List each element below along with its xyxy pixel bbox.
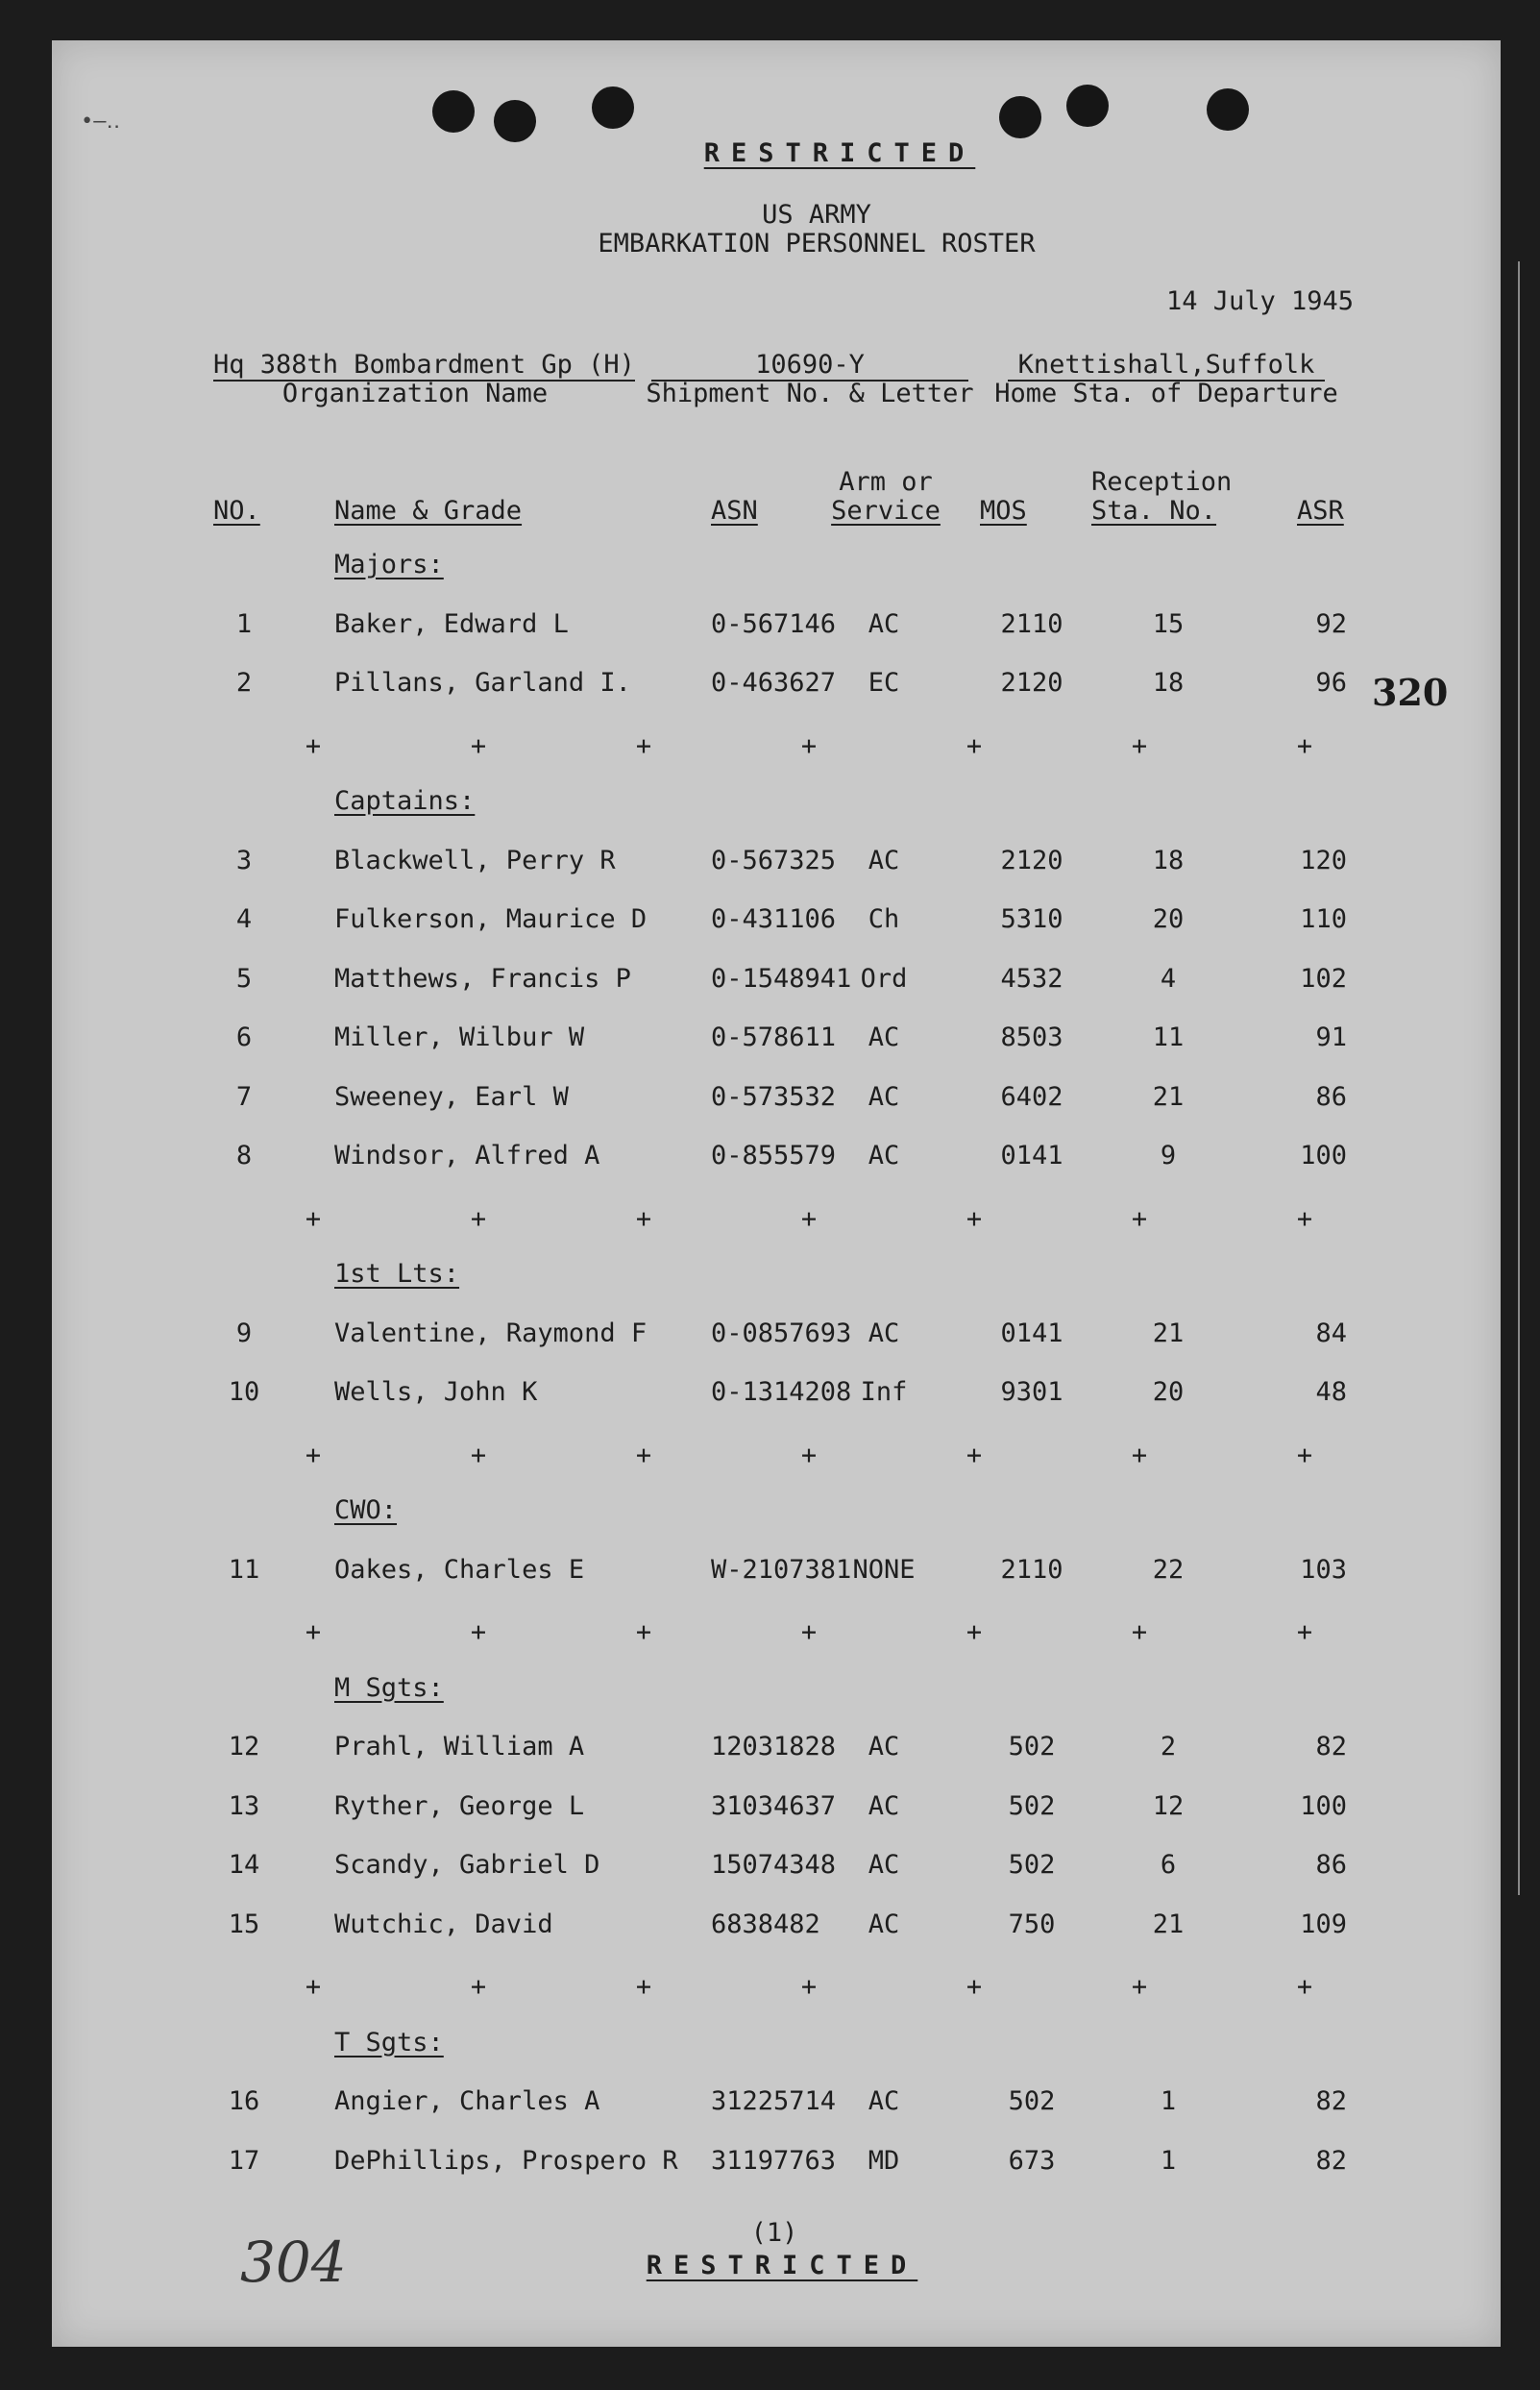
- row-asr: 86: [1315, 1850, 1347, 1880]
- column-header-asn: ASN: [711, 496, 758, 526]
- punch-hole: [432, 90, 475, 133]
- row-arm-service: AC: [868, 1909, 900, 1939]
- row-asn: 0-855579: [711, 1141, 837, 1170]
- row-arm-service: AC: [868, 1318, 900, 1348]
- row-reception-station: 9: [1160, 1141, 1177, 1170]
- stamped-page-number: 320: [1372, 671, 1449, 714]
- separator-mark: +: [635, 1440, 652, 1470]
- row-reception-station: 1: [1160, 2145, 1177, 2176]
- column-header-asr: ASR: [1297, 496, 1344, 526]
- separator-mark: +: [1296, 1617, 1313, 1647]
- separator-mark: +: [470, 730, 487, 761]
- row-asn: 31197763: [711, 2145, 837, 2176]
- column-header-name: Name & Grade: [334, 496, 523, 526]
- row-no: 4: [235, 904, 253, 934]
- row-asr: 82: [1315, 1732, 1347, 1762]
- section-heading: T Sgts:: [334, 2027, 444, 2057]
- row-mos: 6402: [1000, 1081, 1063, 1112]
- separator-mark: +: [1296, 730, 1313, 761]
- separator-mark: +: [966, 1440, 983, 1470]
- row-reception-station: 6: [1160, 1850, 1177, 1880]
- row-asn: 12031828: [711, 1732, 837, 1762]
- row-mos: 2120: [1000, 668, 1063, 698]
- separator-mark: +: [470, 1617, 487, 1647]
- row-mos: 502: [1008, 2086, 1056, 2116]
- row-mos: 0141: [1000, 1318, 1063, 1348]
- punch-hole: [592, 86, 634, 129]
- column-header-reception-top: Reception: [1091, 467, 1233, 497]
- row-asn: 0-1548941: [711, 963, 852, 994]
- row-arm-service: AC: [868, 1141, 900, 1170]
- separator-mark: +: [966, 1972, 983, 2002]
- row-name-grade: Windsor, Alfred A: [334, 1141, 600, 1170]
- separator-mark: +: [635, 1617, 652, 1647]
- document-page: [52, 40, 1501, 2347]
- row-asr: 100: [1300, 1790, 1347, 1821]
- row-arm-service: AC: [868, 845, 900, 875]
- column-header-no: NO.: [213, 496, 260, 526]
- section-heading: CWO:: [334, 1495, 398, 1525]
- row-arm-service: EC: [868, 668, 900, 698]
- separator-mark: +: [635, 730, 652, 761]
- row-name-grade: Wells, John K: [334, 1377, 538, 1407]
- row-asr: 120: [1300, 845, 1347, 875]
- separator-mark: +: [800, 1617, 818, 1647]
- section-heading: Captains:: [334, 786, 476, 816]
- row-reception-station: 1: [1160, 2086, 1177, 2116]
- row-reception-station: 20: [1152, 1377, 1185, 1407]
- separator-mark: +: [800, 730, 818, 761]
- row-asn: 31034637: [711, 1790, 837, 1821]
- organization-value: Hq 388th Bombardment Gp (H): [213, 350, 635, 380]
- row-arm-service: AC: [868, 1732, 900, 1762]
- row-name-grade: Fulkerson, Maurice D: [334, 904, 648, 934]
- separator-mark: +: [305, 730, 322, 761]
- row-no: 17: [228, 2145, 260, 2176]
- separator-mark: +: [305, 1972, 322, 2002]
- row-asr: 109: [1300, 1909, 1347, 1939]
- separator-mark: +: [800, 1972, 818, 2002]
- separator-mark: +: [470, 1972, 487, 2002]
- row-mos: 0141: [1000, 1141, 1063, 1170]
- row-name-grade: Pillans, Garland I.: [334, 668, 631, 698]
- separator-mark: +: [305, 1203, 322, 1234]
- edge-line: [1518, 261, 1520, 1895]
- row-reception-station: 20: [1152, 904, 1185, 934]
- row-asr: 103: [1300, 1554, 1347, 1585]
- row-mos: 502: [1008, 1790, 1056, 1821]
- row-asn: 0-567146: [711, 608, 837, 639]
- row-asr: 92: [1315, 608, 1347, 639]
- row-asr: 86: [1315, 1081, 1347, 1112]
- column-header-reception-bottom: Sta. No.: [1091, 496, 1217, 526]
- row-reception-station: 21: [1152, 1909, 1185, 1939]
- row-reception-station: 12: [1152, 1790, 1185, 1821]
- row-no: 15: [228, 1909, 260, 1939]
- row-arm-service: Inf: [860, 1377, 908, 1407]
- row-asr: 96: [1315, 668, 1347, 698]
- row-asn: 0-578611: [711, 1023, 837, 1052]
- shipment-value: 10690-Y: [651, 350, 968, 382]
- section-heading: 1st Lts:: [334, 1259, 460, 1289]
- row-mos: 8503: [1000, 1023, 1063, 1052]
- row-reception-station: 18: [1152, 845, 1185, 875]
- separator-mark: +: [470, 1440, 487, 1470]
- row-name-grade: Sweeney, Earl W: [334, 1081, 569, 1112]
- station-value: Knettishall,Suffolk: [1008, 350, 1325, 382]
- column-header-arm-top: Arm or: [839, 467, 933, 497]
- row-no: 10: [228, 1377, 260, 1407]
- punch-hole: [1207, 88, 1249, 131]
- separator-mark: +: [470, 1203, 487, 1234]
- column-header-mos: MOS: [980, 496, 1027, 526]
- separator-mark: +: [1296, 1440, 1313, 1470]
- row-asn: 31225714: [711, 2086, 837, 2116]
- station-label: Home Sta. of Departure: [994, 379, 1338, 408]
- punch-hole: [494, 100, 536, 142]
- row-mos: 502: [1008, 1850, 1056, 1880]
- page-number: (1): [750, 2218, 798, 2248]
- separator-mark: +: [966, 1203, 983, 1234]
- row-no: 7: [235, 1081, 253, 1112]
- row-reception-station: 21: [1152, 1081, 1185, 1112]
- row-reception-station: 15: [1152, 608, 1185, 639]
- restricted-footer: RESTRICTED: [646, 2251, 918, 2280]
- separator-mark: +: [1131, 730, 1148, 761]
- separator-mark: +: [1131, 1617, 1148, 1647]
- row-name-grade: Wutchic, David: [334, 1909, 553, 1939]
- separator-mark: +: [305, 1617, 322, 1647]
- row-name-grade: Matthews, Francis P: [334, 963, 631, 994]
- row-asn: 0-573532: [711, 1081, 837, 1112]
- row-arm-service: AC: [868, 1081, 900, 1112]
- row-asn: 6838482: [711, 1909, 820, 1939]
- row-reception-station: 21: [1152, 1318, 1185, 1348]
- row-arm-service: AC: [868, 1790, 900, 1821]
- header-line-2: EMBARKATION PERSONNEL ROSTER: [598, 229, 1036, 259]
- row-name-grade: Ryther, George L: [334, 1790, 585, 1821]
- row-asn: 0-1314208: [711, 1377, 852, 1407]
- row-asn: 0-463627: [711, 668, 837, 698]
- row-asn: 0-0857693: [711, 1318, 852, 1348]
- section-heading: M Sgts:: [334, 1672, 444, 1703]
- row-asr: 82: [1315, 2086, 1347, 2116]
- punch-hole: [999, 96, 1041, 138]
- row-no: 3: [235, 845, 253, 875]
- row-reception-station: 2: [1160, 1732, 1177, 1762]
- row-name-grade: Baker, Edward L: [334, 608, 569, 639]
- restricted-header: RESTRICTED: [703, 138, 976, 168]
- row-name-grade: Blackwell, Perry R: [334, 845, 616, 875]
- row-reception-station: 22: [1152, 1554, 1185, 1585]
- row-arm-service: AC: [868, 608, 900, 639]
- row-name-grade: Prahl, William A: [334, 1732, 585, 1762]
- row-mos: 5310: [1000, 904, 1063, 934]
- row-mos: 673: [1008, 2145, 1056, 2176]
- shipment-label: Shipment No. & Letter: [646, 379, 974, 408]
- separator-mark: +: [966, 1617, 983, 1647]
- row-reception-station: 18: [1152, 668, 1185, 698]
- row-mos: 502: [1008, 1732, 1056, 1762]
- row-arm-service: AC: [868, 2086, 900, 2116]
- row-mos: 2110: [1000, 608, 1063, 639]
- section-heading: Majors:: [334, 550, 444, 579]
- separator-mark: +: [1131, 1440, 1148, 1470]
- separator-mark: +: [305, 1440, 322, 1470]
- row-mos: 2110: [1000, 1554, 1063, 1585]
- margin-mark: •—․․: [81, 110, 121, 134]
- row-no: 12: [228, 1732, 260, 1762]
- row-arm-service: AC: [868, 1850, 900, 1880]
- separator-mark: +: [635, 1972, 652, 2002]
- separator-mark: +: [1296, 1972, 1313, 2002]
- row-asr: 110: [1300, 904, 1347, 934]
- row-name-grade: Valentine, Raymond F: [334, 1318, 648, 1348]
- separator-mark: +: [800, 1203, 818, 1234]
- row-no: 9: [235, 1318, 253, 1348]
- separator-mark: +: [1131, 1972, 1148, 2002]
- row-asn: 0-431106: [711, 904, 837, 934]
- row-name-grade: DePhillips, Prospero R: [334, 2145, 678, 2176]
- organization-label: Organization Name: [281, 379, 549, 408]
- row-arm-service: Ord: [860, 963, 908, 994]
- separator-mark: +: [966, 730, 983, 761]
- row-mos: 750: [1008, 1909, 1056, 1939]
- row-asr: 82: [1315, 2145, 1347, 2176]
- row-arm-service: MD: [868, 2145, 900, 2176]
- column-header-arm-bottom: Service: [831, 496, 941, 526]
- row-asr: 84: [1315, 1318, 1347, 1348]
- row-mos: 2120: [1000, 845, 1063, 875]
- row-arm-service: AC: [868, 1023, 900, 1052]
- row-asn: W-2107381: [711, 1554, 852, 1585]
- row-reception-station: 4: [1160, 963, 1177, 994]
- row-name-grade: Oakes, Charles E: [334, 1554, 585, 1585]
- punch-hole: [1066, 85, 1109, 127]
- row-no: 2: [235, 668, 253, 698]
- row-no: 5: [235, 963, 253, 994]
- document-date: 14 July 1945: [1166, 286, 1355, 316]
- separator-mark: +: [1296, 1203, 1313, 1234]
- row-no: 11: [228, 1554, 260, 1585]
- row-asn: 0-567325: [711, 845, 837, 875]
- row-asr: 102: [1300, 963, 1347, 994]
- row-name-grade: Angier, Charles A: [334, 2086, 600, 2116]
- row-mos: 4532: [1000, 963, 1063, 994]
- row-asr: 91: [1315, 1023, 1347, 1052]
- row-asr: 100: [1300, 1141, 1347, 1170]
- row-asr: 48: [1315, 1377, 1347, 1407]
- row-no: 8: [235, 1141, 253, 1170]
- separator-mark: +: [635, 1203, 652, 1234]
- separator-mark: +: [800, 1440, 818, 1470]
- row-reception-station: 11: [1152, 1023, 1185, 1052]
- row-arm-service: NONE: [852, 1554, 916, 1585]
- row-no: 1: [235, 608, 253, 639]
- row-no: 14: [228, 1850, 260, 1880]
- row-asn: 15074348: [711, 1850, 837, 1880]
- row-name-grade: Miller, Wilbur W: [334, 1023, 585, 1052]
- separator-mark: +: [1131, 1203, 1148, 1234]
- row-no: 16: [228, 2086, 260, 2116]
- row-no: 13: [228, 1790, 260, 1821]
- header-line-1: US ARMY: [762, 200, 871, 230]
- row-mos: 9301: [1000, 1377, 1063, 1407]
- row-name-grade: Scandy, Gabriel D: [334, 1850, 600, 1880]
- row-arm-service: Ch: [868, 904, 900, 934]
- handwritten-number: 304: [240, 2230, 347, 2295]
- row-no: 6: [235, 1023, 253, 1052]
